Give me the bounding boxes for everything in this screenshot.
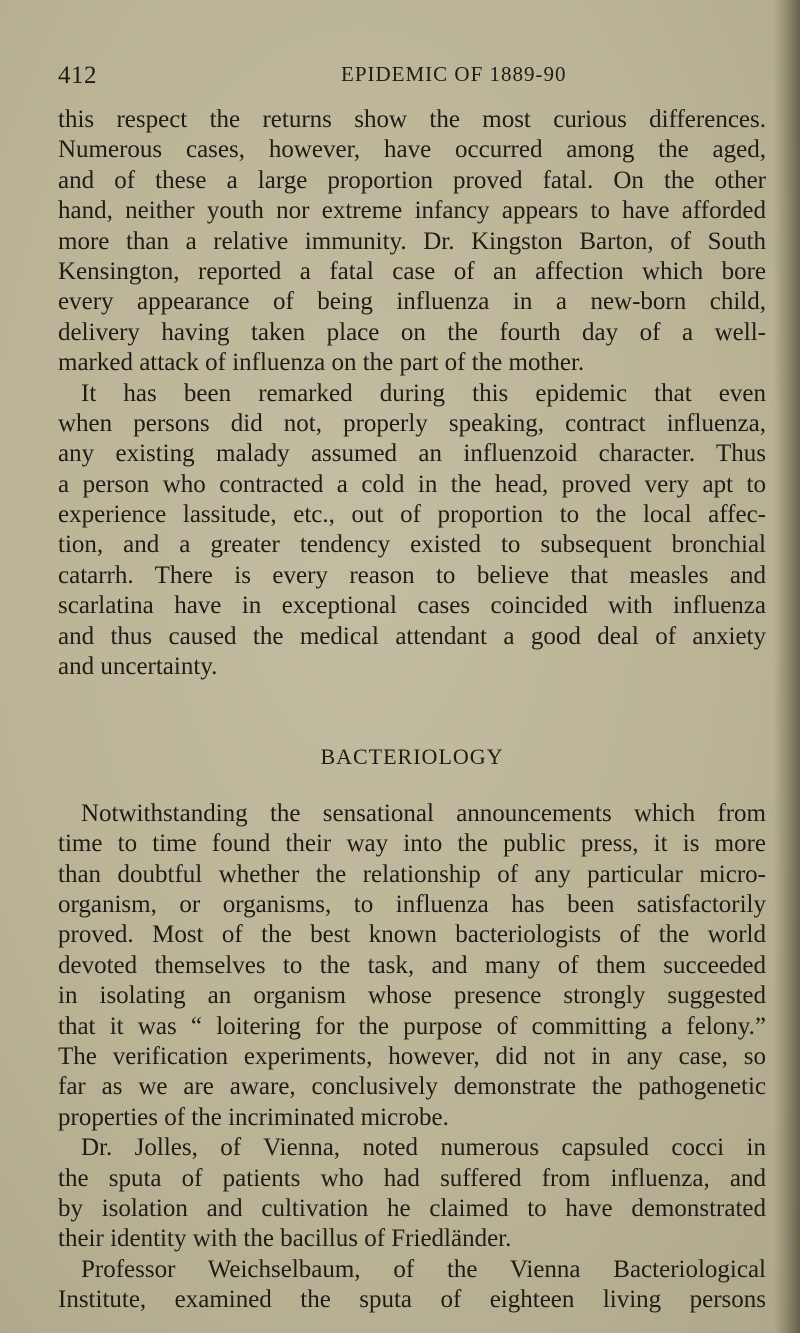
text-line: hand, neither youth nor extreme infancy appears to have afforded [58,197,766,225]
text-line: every appearance of being influenza in a new-born child, [58,288,766,316]
section-heading: BACTERIOLOGY [320,744,504,770]
text-line: experience lassitude, etc., out of proportion to the local affec- [58,501,766,529]
text-line: than doubtful whether the relationship of any particular micro- [58,860,766,888]
text-line: properties of the incriminated microbe. [58,1103,449,1131]
text-line: Institute, examined the sputa of eighteen living persons [58,1286,766,1314]
text-line: time to time found their way into the public press, it is more [58,830,766,858]
text-line: scarlatina have in exceptional cases coincided with influenza [58,592,766,620]
text-line: far as we are aware, conclusively demonstrate the pathogenetic [58,1073,766,1101]
text-line: delivery having taken place on the fourth day of a well- [58,318,766,346]
text-line: and of these a large proportion proved fatal. On the other [58,166,766,194]
text-line: devoted themselves to the task, and many of them succeeded [58,951,766,979]
text-line: their identity with the bacillus of Friedländer. [58,1225,512,1253]
text-line: The verification experiments, however, did not in any case, so [58,1042,766,1070]
text-line: in isolating an organism whose presence strongly suggested [58,982,766,1010]
page-number: 412 [58,62,97,89]
text-line: when persons did not, properly speaking, contract influenza, [58,409,766,437]
text-line: and thus caused the medical attendant a good deal of anxiety [58,622,766,650]
text-line: Dr. Jolles, of Vienna, noted numerous capsuled cocci in [81,1134,766,1162]
text-line: any existing malady assumed an influenzoid character. Thus [58,440,766,468]
text-line: Professor Weichselbaum, of the Vienna Bacteriological [81,1255,766,1283]
page-header [0,50,800,90]
text-line: Notwithstanding the sensational announcements which from [81,799,766,827]
text-line: tion, and a greater tendency existed to subsequent bronchial [58,531,766,559]
text-line: the sputa of patients who had suffered from influenza, and [58,1164,766,1192]
text-line: and uncertainty. [58,653,218,681]
running-title: EPIDEMIC OF 1889-90 [341,62,567,86]
text-line: proved. Most of the best known bacteriologists of the world [58,921,766,949]
page-edge-shadow [774,0,800,1333]
text-line: Kensington, reported a fatal case of an affection which bore [58,257,766,285]
text-line: a person who contracted a cold in the head, proved very apt to [58,470,766,498]
text-line: It has been remarked during this epidemic that even [81,379,766,407]
text-line: marked attack of influenza on the part of the mother. [58,349,585,377]
text-line: by isolation and cultivation he claimed to have demonstrated [58,1194,766,1222]
text-line: that it was “ loitering for the purpose of committing a felony.” [58,1012,766,1040]
text-line: Numerous cases, however, have occurred among the aged, [58,136,766,164]
text-line: catarrh. There is every reason to believe that measles and [58,561,766,589]
body-text [58,105,766,1315]
text-line: this respect the returns show the most curious differences. [58,106,766,133]
text-line: organism, or organisms, to influenza has been satisfactorily [58,890,766,918]
text-line: more than a relative immunity. Dr. Kingston Barton, of South [58,227,766,255]
